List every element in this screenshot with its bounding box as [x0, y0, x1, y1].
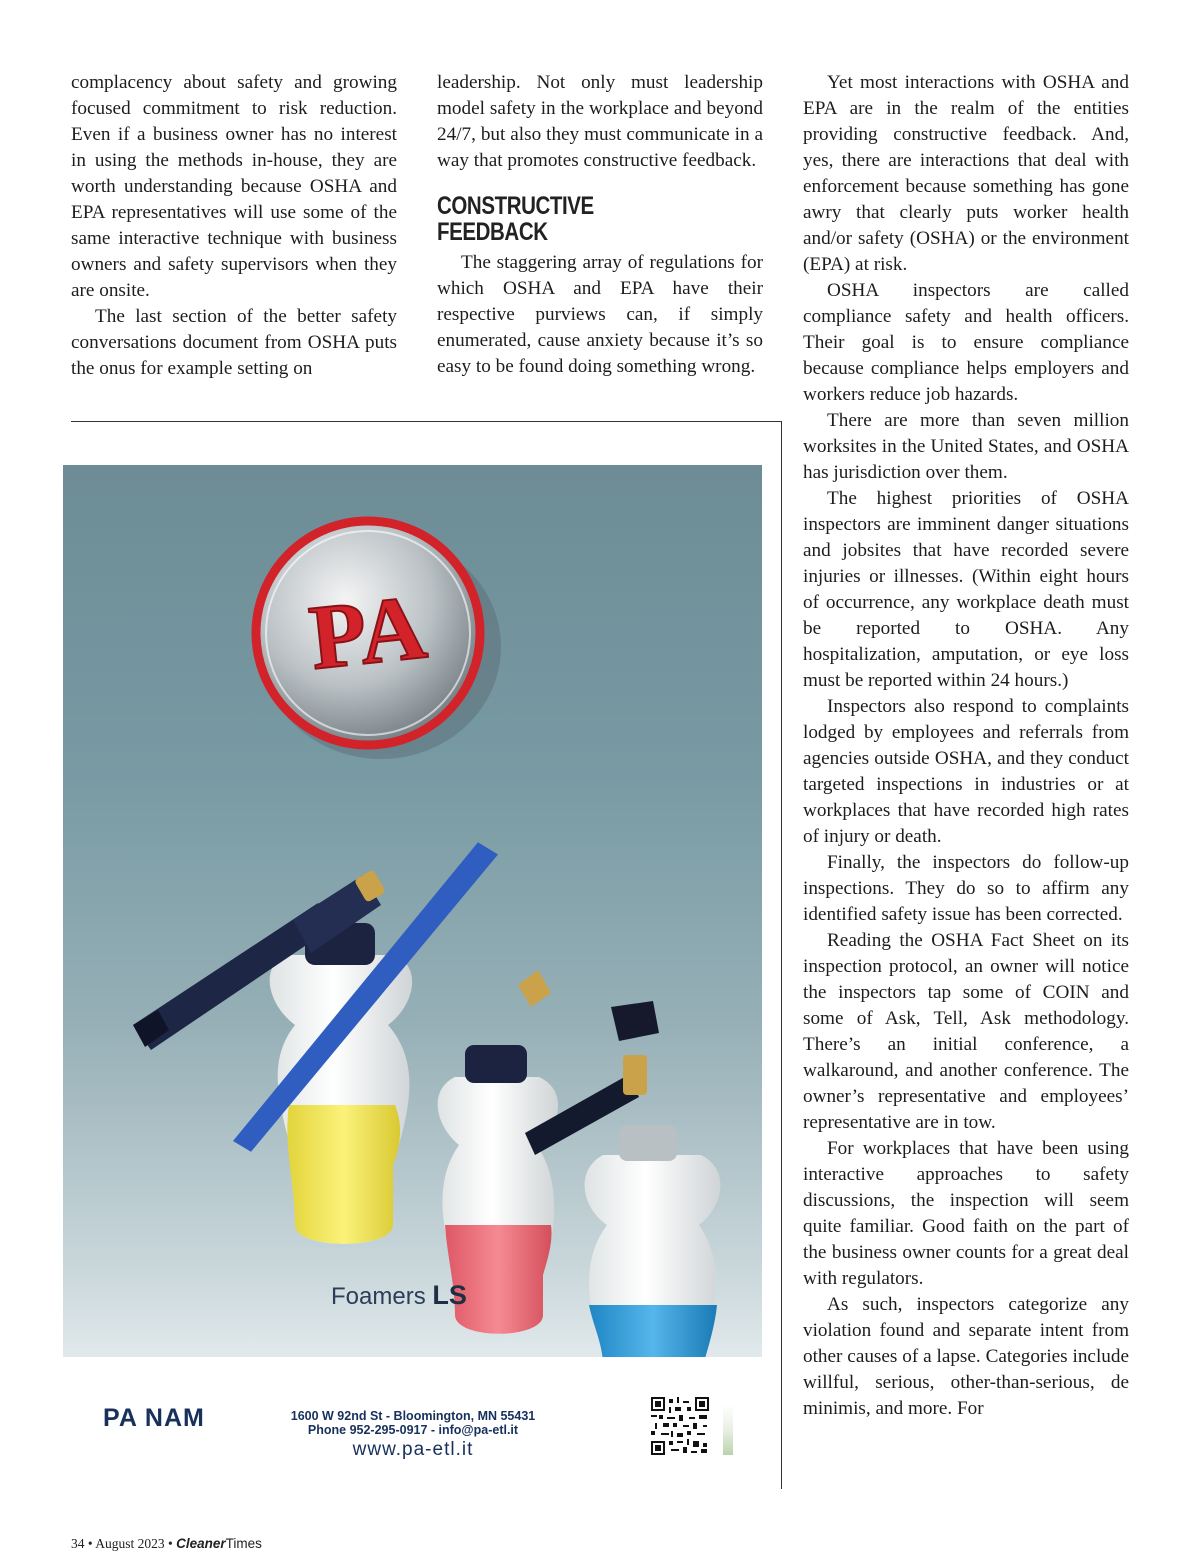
product-prefix: Foamers: [331, 1283, 426, 1310]
contact-address: [253, 1409, 573, 1437]
article-column-3: [803, 70, 1129, 1422]
folio-bullet: •: [168, 1536, 173, 1551]
ad-agency-mark: [723, 1405, 733, 1455]
paragraph: Reading the OSHA Fact Sheet on its inspection protocol, an owner will notice the inspectors tap some of COIN and some of Ask, Tell, Ask methodology. There’s an initial conference, a walkaround, and another conference. The owner’s representative and employees’ representative are in tow.: [803, 930, 1129, 1133]
paragraph: As such, inspectors categorize any violation found and separate intent from other causes of a lapse. Categories include willful, serious, other-than-serious, de minimis, and more. For: [803, 1294, 1129, 1419]
advertisement[interactable]: [63, 465, 762, 1489]
paragraph: leadership. Not only must leadership model safety in the workplace and beyond 24/7, but also they must communicate in a way that promotes constructive feedback.: [437, 72, 763, 171]
pa-logo: [256, 521, 501, 759]
article-column-1: [71, 70, 397, 382]
magazine-name-part2: Times: [225, 1536, 262, 1551]
pa-logo-text: PA: [304, 575, 431, 689]
ad-product-illustration: [63, 465, 762, 1365]
paragraph: The staggering array of regulations for which OSHA and EPA have their respective purviews can, if simply enumerated, cause anxiety because it’s so easy to be found doing something wrong.: [437, 252, 763, 377]
paragraph: The highest priorities of OSHA inspectors are imminent danger situations and jobsites that have recorded severe injuries or illnesses. (Within eight hours of occurrence, any workplace death must be reported to OSHA. Any hospitalization, amputation, or eye loss must be reported within 24 hours.): [803, 488, 1129, 691]
ad-frame-top-rule: [71, 421, 782, 422]
address-line: 1600 W 92nd St - Bloomington, MN 55431: [290, 1409, 536, 1423]
ad-frame-side-rule: [781, 421, 782, 1489]
product-suffix: LS: [432, 1280, 467, 1310]
page-number: 34: [71, 1536, 85, 1551]
phone-email-line: Phone 952-295-0917 - info@pa-etl.it: [307, 1423, 519, 1437]
website-link[interactable]: www.pa-etl.it: [352, 1439, 474, 1460]
section-heading: CONSTRUCTIVE FEEDBACK: [437, 192, 594, 246]
paragraph: For workplaces that have been using interactive approaches to safety discussions, the inspection will seem quite familiar. Good faith on the part of the business owner counts for a great deal with regulators.: [803, 1138, 1129, 1289]
issue-date: August 2023: [95, 1536, 165, 1551]
qr-code-icon[interactable]: [651, 1397, 709, 1455]
foamer-bottle-yellow: [133, 869, 412, 1244]
paragraph: Finally, the inspectors do follow-up inspections. They do so to affirm any identified safety issue has been corrected.: [803, 852, 1129, 925]
folio-bullet: •: [87, 1536, 93, 1551]
paragraph: Inspectors also respond to complaints lodged by employees and referrals from agencies outside OSHA, and they conduct targeted inspections in industries or at workplaces that have recorded high rates of injury or death.: [803, 696, 1129, 847]
paragraph: The last section of the better safety conversations document from OSHA puts the onus for example setting on: [71, 306, 397, 379]
paragraph: Yet most interactions with OSHA and EPA are in the realm of the entities providing constructive feedback. And, yes, there are interactions that deal with enforcement because something has gone awry that clearly puts worker health and/or safety (OSHA) or the environment (EPA) at risk.: [803, 72, 1129, 275]
paragraph: complacency about safety and growing focused commitment to risk reduction. Even if a business owner has no interest in using the methods in-house, they are worth understanding because OSHA and EPA representatives will use some of the same interactive technique with business owners and safety supervisors when they are onsite.: [71, 72, 397, 301]
product-name: [331, 1280, 467, 1311]
paragraph: OSHA inspectors are called compliance safety and health officers. Their goal is to ensure compliance because compliance helps employers and workers reduce job hazards.: [803, 280, 1129, 405]
brand-name: PA NAM: [103, 1404, 205, 1432]
article-column-2: [437, 70, 763, 380]
foamer-bottle-blue: [525, 1001, 720, 1365]
magazine-name-part1: Cleaner: [176, 1536, 226, 1551]
page-folio: [71, 1536, 262, 1552]
paragraph: There are more than seven million worksites in the United States, and OSHA has jurisdiction over them.: [803, 410, 1129, 483]
